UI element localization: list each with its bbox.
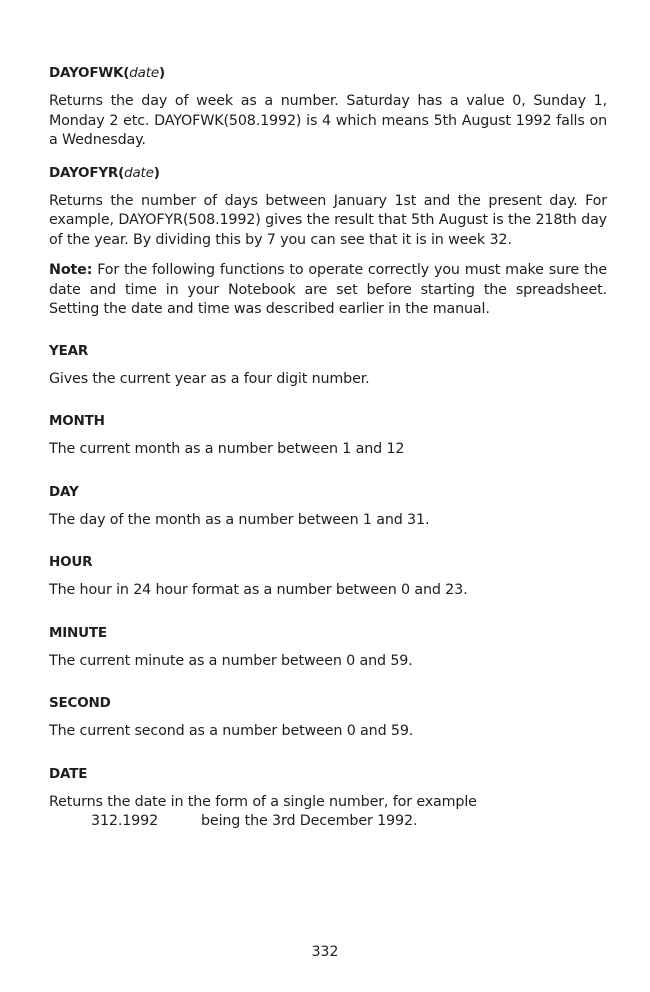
dayofyr-description: Returns the number of days between January 1st and the present day. For example, DAYOFYR(508.1992) gives the result that 5th August is the 218th day of the year. By dividing this by 7 you can see that it is in week 32.	[49, 192, 607, 248]
second-heading: SECOND	[49, 695, 111, 711]
note-label: Note:	[49, 262, 93, 278]
section-dayofwk	[49, 64, 607, 151]
date-heading: DATE	[49, 765, 88, 782]
dayofwk-heading-close: )	[158, 65, 165, 81]
section-dayofyr	[49, 164, 607, 251]
minute-heading: MINUTE	[49, 624, 107, 641]
section-day	[49, 483, 607, 531]
page-number: 332	[311, 944, 339, 960]
month-description: The current month as a number between 1 and 12	[49, 441, 405, 457]
section-minute	[49, 624, 607, 672]
dayofwk-heading	[49, 64, 607, 82]
section-date	[49, 765, 607, 832]
section-second	[49, 694, 607, 742]
section-hour	[49, 553, 607, 601]
dayofyr-heading-name: DAYOFYR(	[49, 164, 125, 181]
minute-description: The current minute as a number between 0 and 59.	[49, 652, 413, 669]
dayofyr-heading-arg: date	[124, 164, 154, 181]
dayofwk-description: Returns the day of week as a number. Saturday has a value 0, Sunday 1, Monday 2 etc. DAYOFWK(508.1992) is 4 which means 5th August 1992 falls on a Wednesday.	[49, 93, 607, 148]
manual-page	[49, 64, 607, 832]
note-paragraph	[49, 261, 607, 320]
day-description: The day of the month as a number between 1 and 31.	[49, 511, 430, 528]
date-example-value: 312.1992	[91, 813, 159, 829]
dayofwk-heading-arg: date	[129, 65, 159, 81]
year-description: Gives the current year as a four digit number.	[49, 370, 370, 387]
date-example	[49, 812, 607, 832]
section-year	[49, 342, 607, 390]
year-heading: YEAR	[49, 342, 89, 359]
day-heading: DAY	[49, 483, 79, 500]
date-description: Returns the date in the form of a single number, for example	[49, 793, 477, 810]
section-note	[49, 261, 607, 320]
note-text: For the following functions to operate correctly you must make sure the date and time in your Notebook are set before starting the spreadsheet. Setting the date and time was described earlier in the manual.	[49, 262, 607, 317]
dayofwk-heading-name: DAYOFWK(	[49, 65, 130, 81]
dayofyr-heading	[49, 164, 607, 182]
date-example-text: being the 3rd December 1992.	[201, 813, 418, 829]
dayofyr-heading-close: )	[153, 164, 160, 181]
month-heading: MONTH	[49, 413, 105, 429]
section-month	[49, 412, 607, 460]
second-description: The current second as a number between 0 and 59.	[49, 723, 414, 739]
hour-description: The hour in 24 hour format as a number between 0 and 23.	[49, 582, 468, 598]
hour-heading: HOUR	[49, 554, 93, 570]
